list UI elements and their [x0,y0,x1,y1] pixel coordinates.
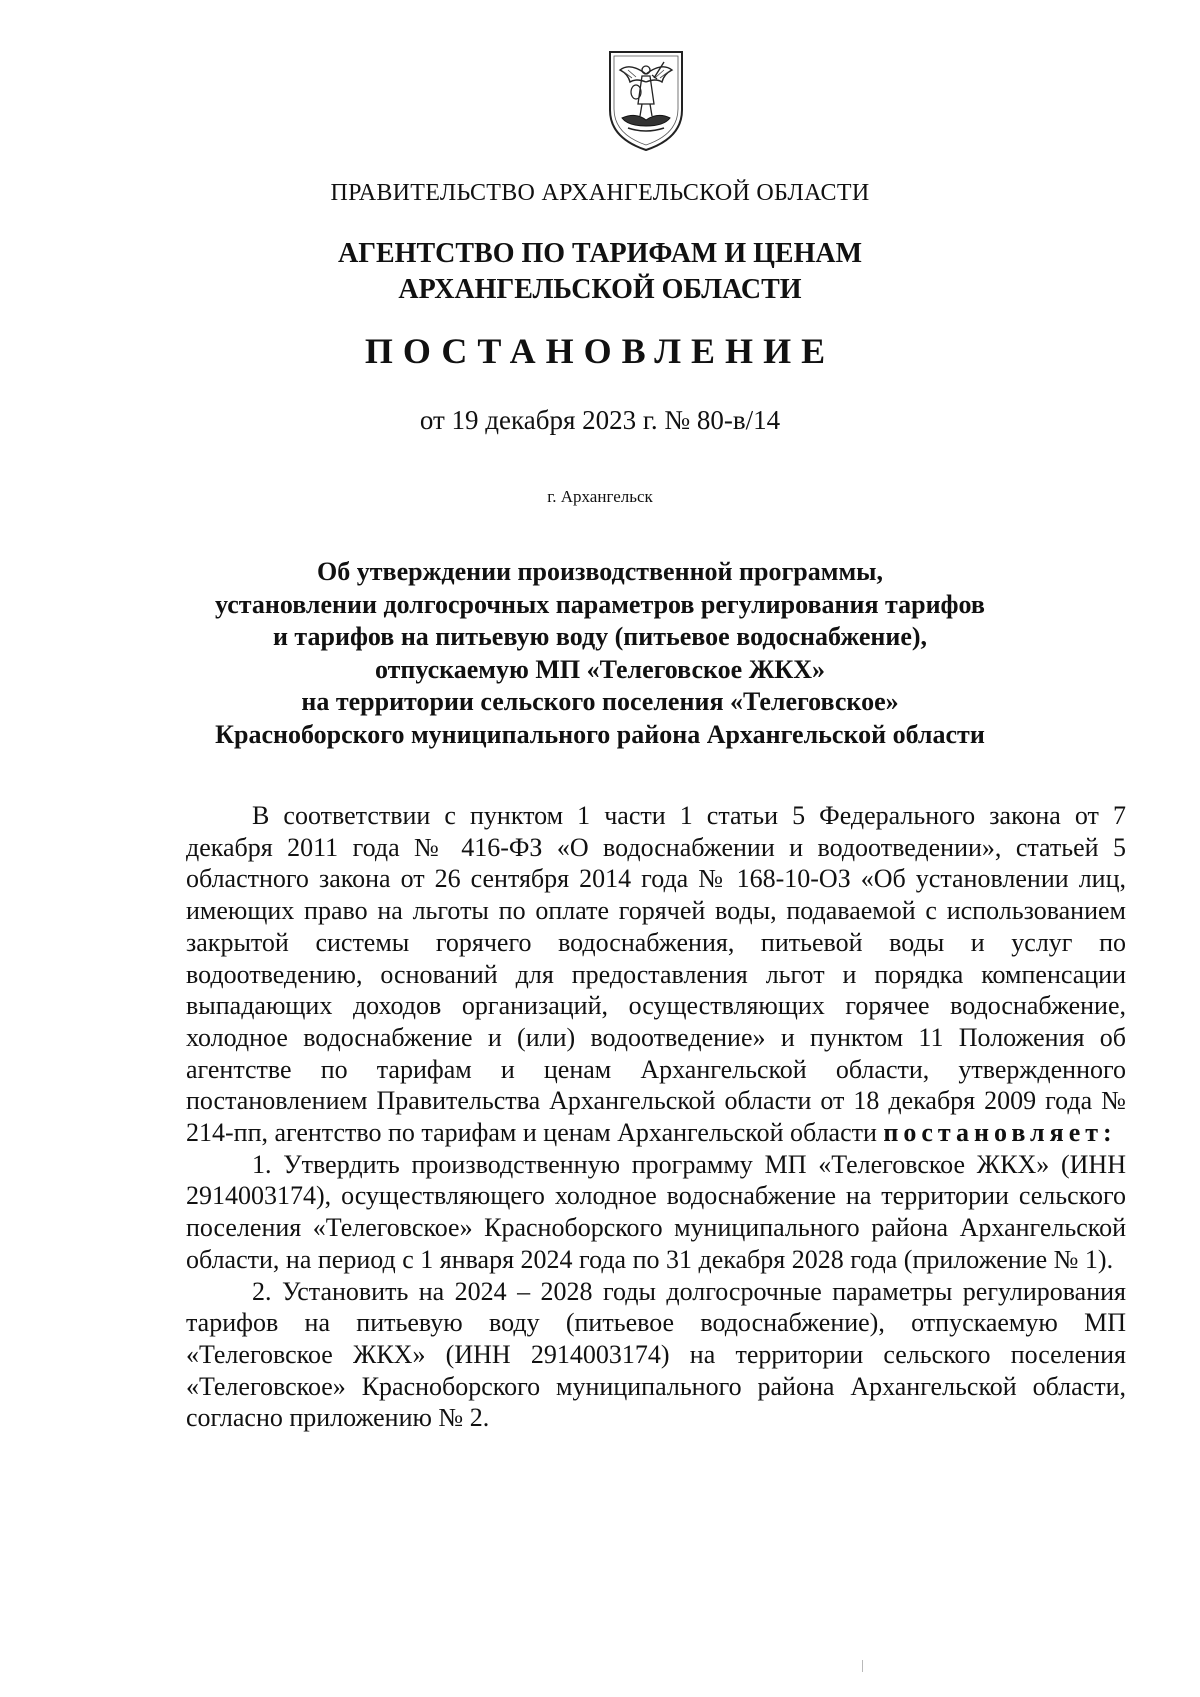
agency-name-line-2: АРХАНГЕЛЬСКОЙ ОБЛАСТИ [398,274,802,305]
document-type: ПОСТАНОВЛЕНИЕ [364,331,836,371]
title-line: и тарифов на питьевую воду (питьевое водоснабжение), [272,622,928,651]
document-title [0,556,1200,751]
title-line: установлении долгосрочных параметров регулирования тарифов [215,589,985,619]
preamble-text: В соответствии с пунктом 1 части 1 статьи 5 Федерального закона от 7 декабря 2011 года № 416-ФЗ «О водоснабжении и водоотведении», статьей 5 областного закона от 26 сентября 2014 года № 168-10-ОЗ «Об установлении лиц, имеющих право на льготы по оплате горячей воды, подаваемой с использованием закрытой системы горячего водоснабжения, питьевой воды и услуг по водоотведению, оснований для предоставления льгот и порядка компенсации выпадающих доходов организаций, осуществляющих горячее водоснабжение, холодное водоснабжение и (или) водоотведение» и пунктом 11 Положения об агентстве по тарифам и ценам Архангельской области, утвержденного постановлением Правительства Архангельской области от 18 декабря 2009 года № 214-пп, агентство по тарифам и ценам Архангельской области [186,801,1126,1148]
scan-artifact [862,1660,863,1672]
coat-of-arms-icon [606,48,686,154]
agency-name-line-1: АГЕНТСТВО ПО ТАРИФАМ И ЦЕНАМ [337,238,863,269]
title-line: Красноборского муниципального района Архангельской области [215,719,985,749]
decree-item: 1. Утвердить производственную программу МП «Телеговское ЖКХ» (ИНН 2914003174), осуществляющего холодное водоснабжение на территории сельского поселения «Телеговское» Красноборского муниципального района Архангельской области, на период с 1 января 2024 года по 31 декабря 2028 года (приложение № 1). [186,1149,1126,1274]
document-city: г. Архангельск [547,487,653,506]
agency-name [0,236,1200,308]
preamble-paragraph [186,800,1126,1149]
title-line: отпускаемую МП «Телеговское ЖКХ» [374,654,826,684]
decree-item: 2. Установить на 2024 – 2028 годы долгосрочные параметры регулирования тарифов на питьевую воду (питьевое водоснабжение), отпускаемую МП «Телеговское ЖКХ» (ИНН 2914003174) на территории сельского поселения «Телеговское» Красноборского муниципального района Архангельской области, согласно приложению № 2. [186,1276,1126,1433]
government-name: ПРАВИТЕЛЬСТВО АРХАНГЕЛЬСКОЙ ОБЛАСТИ [330,180,870,206]
document-date-number: от 19 декабря 2023 г. № 80-в/14 [419,405,781,435]
document-body [186,800,1126,1434]
title-line: на территории сельского поселения «Телеговское» [301,687,899,716]
title-line: Об утверждении производственной программы, [317,557,883,586]
decree-word: постановляет: [883,1118,1117,1148]
